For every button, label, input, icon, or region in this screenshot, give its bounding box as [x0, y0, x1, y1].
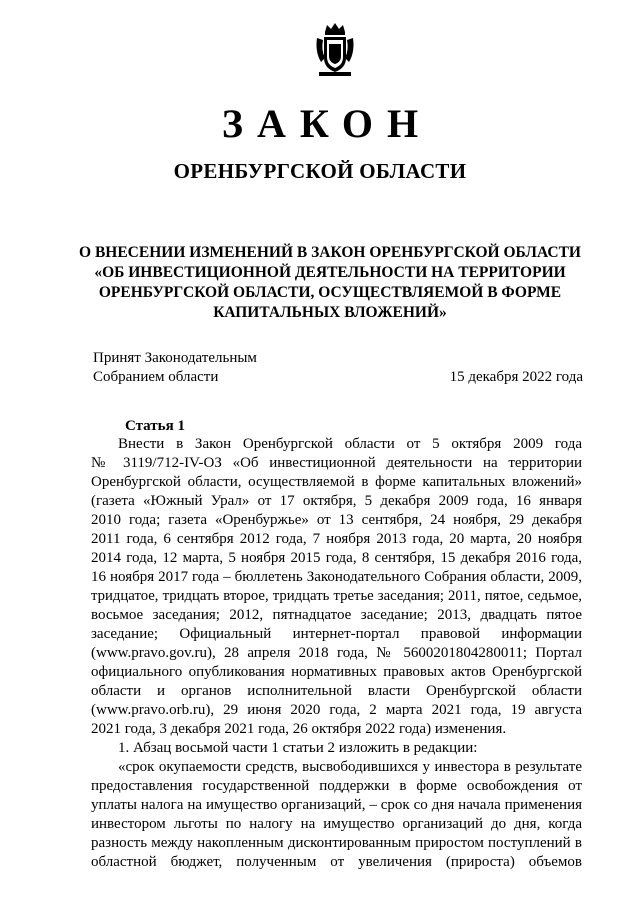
body-line: (www.pravo.orb.ru), 29 июня 2020 года, 2 марта 2021 года, 19 августа	[91, 702, 582, 718]
body-line: 16 ноября 2017 года – бюллетень Законодательного Собрания области, 2009,	[91, 569, 582, 585]
law-heading	[70, 243, 590, 323]
body-line: заседание; Официальный интернет-портал правовой информации	[91, 626, 582, 642]
body-line: (газета «Южный Урал» от 17 октября, 5 декабря 2009 года, 16 января	[91, 493, 582, 509]
body-line: официального опубликования нормативных правовых актов Оренбургской	[91, 664, 582, 680]
article-body	[91, 435, 582, 872]
body-line: Оренбургской области, осуществляемой в форме капитальных вложений»	[91, 474, 582, 490]
body-line: уплаты налога на имущество организаций, – срок со дня начала применения	[91, 797, 582, 813]
body-line: тридцатое, тридцать второе, тридцать третье заседания; 2011, пятое, седьмое,	[91, 588, 582, 604]
article-title: Статья 1	[125, 418, 185, 434]
coat-of-arms-icon	[313, 22, 357, 78]
heading-line: «ОБ ИНВЕСТИЦИОННОЙ ДЕЯТЕЛЬНОСТИ НА ТЕРРИТОРИИ	[94, 264, 566, 281]
adopted-by-line-2: Собранием области	[93, 369, 219, 385]
body-line: «срок окупаемости средств, высвободившихся у инвестора в результате	[118, 759, 582, 775]
body-line: 2021 года, 3 декабря 2021 года, 26 октября 2022 года) изменения.	[91, 721, 507, 737]
body-line: разность между накопленным дисконтированным приростом поступлений в	[91, 835, 582, 851]
body-line: инвестором льготы по налогу на имущество организаций до дня, когда	[91, 816, 582, 832]
heading-line: ОРЕНБУРГСКОЙ ОБЛАСТИ, ОСУЩЕСТВЛЯЕМОЙ В ФОРМЕ	[98, 284, 562, 301]
body-line: предоставления государственной поддержки в форме освобождения от	[91, 778, 582, 794]
body-line: 2011 года, 6 сентября 2012 года, 7 ноября 2013 года, 20 марта, 20 ноября	[91, 531, 582, 547]
heading-line: КАПИТАЛЬНЫХ ВЛОЖЕНИЙ»	[213, 304, 447, 321]
adoption-date: 15 декабря 2022 года	[449, 369, 583, 385]
body-line: Внести в Закон Оренбургской области от 5 октября 2009 года	[118, 436, 582, 452]
body-line: 2010 года; газета «Оренбуржье» от 13 сентября, 24 ноября, 29 декабря	[91, 512, 582, 528]
body-line: (www.pravo.gov.ru), 28 апреля 2018 года, № 5600201804280011; Портал	[91, 645, 582, 661]
body-line: № 3119/712-IV-ОЗ «Об инвестиционной деятельности на территории	[91, 455, 582, 471]
body-line: восьмое заседания; 2012, пятнадцатое заседание; 2013, двадцать пятое	[91, 607, 582, 623]
body-line: 1. Абзац восьмой части 1 статьи 2 изложить в редакции:	[118, 740, 478, 756]
document-subtitle: ОРЕНБУРГСКОЙ ОБЛАСТИ	[173, 159, 467, 183]
body-line: 2014 года, 12 марта, 5 ноября 2015 года, 8 сентября, 15 декабря 2016 года,	[91, 550, 582, 566]
body-line: области и органов исполнительной власти Оренбургской области	[91, 683, 582, 699]
adoption-block	[93, 349, 583, 387]
heading-line: О ВНЕСЕНИИ ИЗМЕНЕНИЙ В ЗАКОН ОРЕНБУРГСКОЙ ОБЛАСТИ	[79, 244, 581, 261]
body-line: областной бюджет, полученным от увеличения (прироста) объемов	[91, 854, 582, 870]
adopted-by-line-1: Принят Законодательным	[93, 350, 257, 366]
document-title: ЗАКОН	[221, 101, 433, 146]
